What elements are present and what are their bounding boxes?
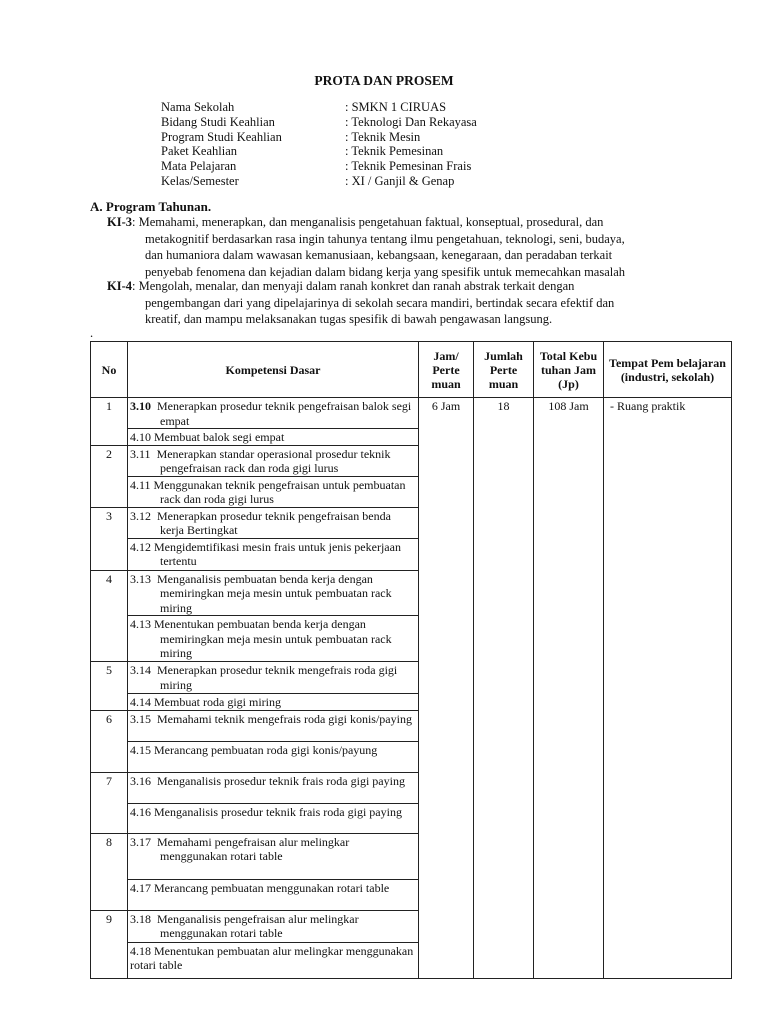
info-row	[161, 144, 477, 159]
jumlah-cell: 18	[474, 398, 534, 979]
ki3-tag: KI-3	[107, 215, 132, 229]
kd4-cell: 4.10 Membuat balok segi empat	[128, 429, 419, 446]
kd3-cell	[128, 507, 419, 538]
kd3-cell	[128, 398, 419, 429]
kd3-cell	[128, 445, 419, 476]
row-number: 2	[91, 445, 128, 507]
kd3-code: 3.15	[130, 711, 151, 726]
kd3-code: 3.12	[130, 508, 151, 523]
info-row	[161, 100, 477, 115]
table-row	[91, 398, 732, 429]
section-title: A. Program Tahunan.	[90, 199, 212, 214]
kd3-code: 3.13	[130, 571, 151, 586]
kd3-code: 3.10	[130, 399, 151, 413]
ki4-line: kreatif, dan mampu melaksanakan tugas spesifik di bawah pengawasan langsung.	[145, 312, 553, 326]
kd4-cell: 4.14 Membuat roda gigi miring	[128, 694, 419, 711]
info-label: Nama Sekolah	[161, 100, 235, 114]
info-row	[161, 159, 477, 174]
header-jam: Jam/ Perte muan	[419, 342, 474, 398]
info-value: : Teknik Pemesinan Frais	[345, 159, 472, 174]
prota-table	[90, 341, 732, 979]
header-kompetensi-dasar: Kompetensi Dasar	[128, 342, 419, 398]
kd3-code: 3.18	[130, 911, 151, 926]
header-tempat: Tempat Pem belajaran (industri, sekolah)	[604, 342, 732, 398]
kd4-cell	[128, 803, 419, 833]
kd3-text: Menganalisis pembuatan benda kerja dengan memiringkan meja mesin untuk pembuatan rack miring	[157, 571, 392, 615]
kd3-text: Menganalisis prosedur teknik frais roda gigi paying	[157, 773, 405, 788]
ki4-line: : Mengolah, menalar, dan menyaji dalam ranah konkret dan ranah abstrak terkait dengan	[132, 279, 575, 293]
kd4-text: 4.11 Menggunakan teknik pengefraisan untuk pembuatan rack dan roda gigi lurus	[130, 477, 406, 506]
kd3-text: Memahami teknik mengefrais roda gigi konis/paying	[157, 711, 412, 726]
kd4-cell	[128, 538, 419, 570]
kd4-cell	[128, 879, 419, 910]
ki4-paragraph	[107, 278, 677, 328]
kd4-text: 4.12 Mengidemtifikasi mesin frais untuk jenis pekerjaan tertentu	[130, 539, 401, 568]
stray-dot: .	[90, 326, 94, 340]
kd4-text: 4.15 Merancang pembuatan roda gigi konis/payung	[130, 742, 378, 757]
info-value: : XI / Ganjil & Genap	[345, 173, 455, 188]
kd4-text: 4.13 Menentukan pembuatan benda kerja dengan memiringkan meja mesin untuk pembuatan rack miring	[130, 617, 392, 660]
kd4-cell	[128, 741, 419, 772]
kd3-cell	[128, 662, 419, 694]
kd3-text: Menerapkan prosedur teknik mengefrais roda gigi miring	[157, 663, 398, 692]
ki3-line: dan humaniora dalam wawasan kemanusiaan, kebangsaan, kenegaraan, dan peradaban terkait	[145, 248, 613, 262]
kd4-cell: 4.18 Menentukan pembuatan alur melingkar menggunakan rotari table	[128, 942, 419, 978]
school-info	[161, 100, 477, 189]
kd3-text: Menganalisis pengefraisan alur melingkar menggunakan rotari table	[157, 911, 359, 940]
row-number: 3	[91, 507, 128, 570]
jam-cell: 6 Jam	[419, 398, 474, 979]
row-number: 7	[91, 772, 128, 833]
info-value: : Teknologi Dan Rekayasa	[345, 114, 477, 129]
row-number: 1	[91, 398, 128, 446]
info-row	[161, 130, 477, 145]
kd3-cell	[128, 570, 419, 616]
row-number: 8	[91, 833, 128, 910]
info-row	[161, 115, 477, 130]
ki4-line: pengembangan dari yang dipelajarinya di sekolah secara mandiri, bertindak secara efektif dan	[145, 295, 615, 310]
kd4-text: 4.16 Menganalisis prosedur teknik frais roda gigi paying	[130, 804, 402, 819]
ki3-line: : Memahami, menerapkan, dan menganalisis pengetahuan faktual, konseptual, prosedural, dan	[132, 215, 604, 229]
info-value: : SMKN 1 CIRUAS	[345, 100, 447, 114]
info-row	[161, 174, 477, 189]
kd3-text: Memahami pengefraisan alur melingkar menggunakan rotari table	[157, 834, 350, 863]
tempat-cell: - Ruang praktik	[604, 398, 732, 979]
row-number: 9	[91, 910, 128, 978]
kd3-code: 3.11	[130, 446, 151, 461]
table-header-row	[91, 342, 732, 398]
ki3-paragraph	[107, 214, 677, 280]
header-jumlah: Jumlah Perte muan	[474, 342, 534, 398]
total-cell: 108 Jam	[534, 398, 604, 979]
kd3-cell	[128, 710, 419, 741]
info-label: Kelas/Semester	[161, 173, 239, 188]
info-label: Bidang Studi Keahlian	[161, 114, 275, 129]
kd3-code: 3.14	[130, 663, 151, 677]
ki3-line: penyebab fenomena dan kejadian dalam bidang kerja yang spesifik untuk memecahkan masalah	[145, 264, 626, 279]
info-value: : Teknik Pemesinan	[345, 144, 444, 159]
info-value: : Teknik Mesin	[345, 129, 421, 144]
kd3-text: Menerapkan prosedur teknik pengefraisan benda kerja Bertingkat	[157, 508, 391, 537]
kd3-cell	[128, 833, 419, 879]
ki3-line: metakognitif berdasarkan rasa ingin tahunya tentang ilmu pengetahuan, teknologi, seni, budaya,	[145, 231, 625, 246]
kd4-text: 4.17 Merancang pembuatan menggunakan rotari table	[130, 880, 390, 895]
info-label: Program Studi Keahlian	[161, 129, 282, 144]
kd3-text: Menerapkan standar operasional prosedur teknik pengefraisan rack dan roda gigi lurus	[156, 446, 391, 475]
header-total: Total Kebu tuhan Jam (Jp)	[534, 342, 604, 398]
header-no: No	[91, 342, 128, 398]
kd3-code: 3.17	[130, 834, 151, 849]
kd4-cell	[128, 616, 419, 662]
kd3-code: 3.16	[130, 773, 151, 788]
info-label: Mata Pelajaran	[161, 159, 237, 174]
row-number: 4	[91, 570, 128, 662]
document-title: PROTA DAN PROSEM	[314, 73, 454, 88]
kd3-text: Menerapkan prosedur teknik pengefraisan balok segi empat	[157, 399, 412, 428]
row-number: 6	[91, 710, 128, 772]
ki4-tag: KI-4	[107, 279, 132, 293]
info-label: Paket Keahlian	[161, 144, 238, 159]
kd3-cell	[128, 910, 419, 942]
kd4-cell	[128, 476, 419, 507]
kd3-cell	[128, 772, 419, 803]
row-number: 5	[91, 662, 128, 711]
